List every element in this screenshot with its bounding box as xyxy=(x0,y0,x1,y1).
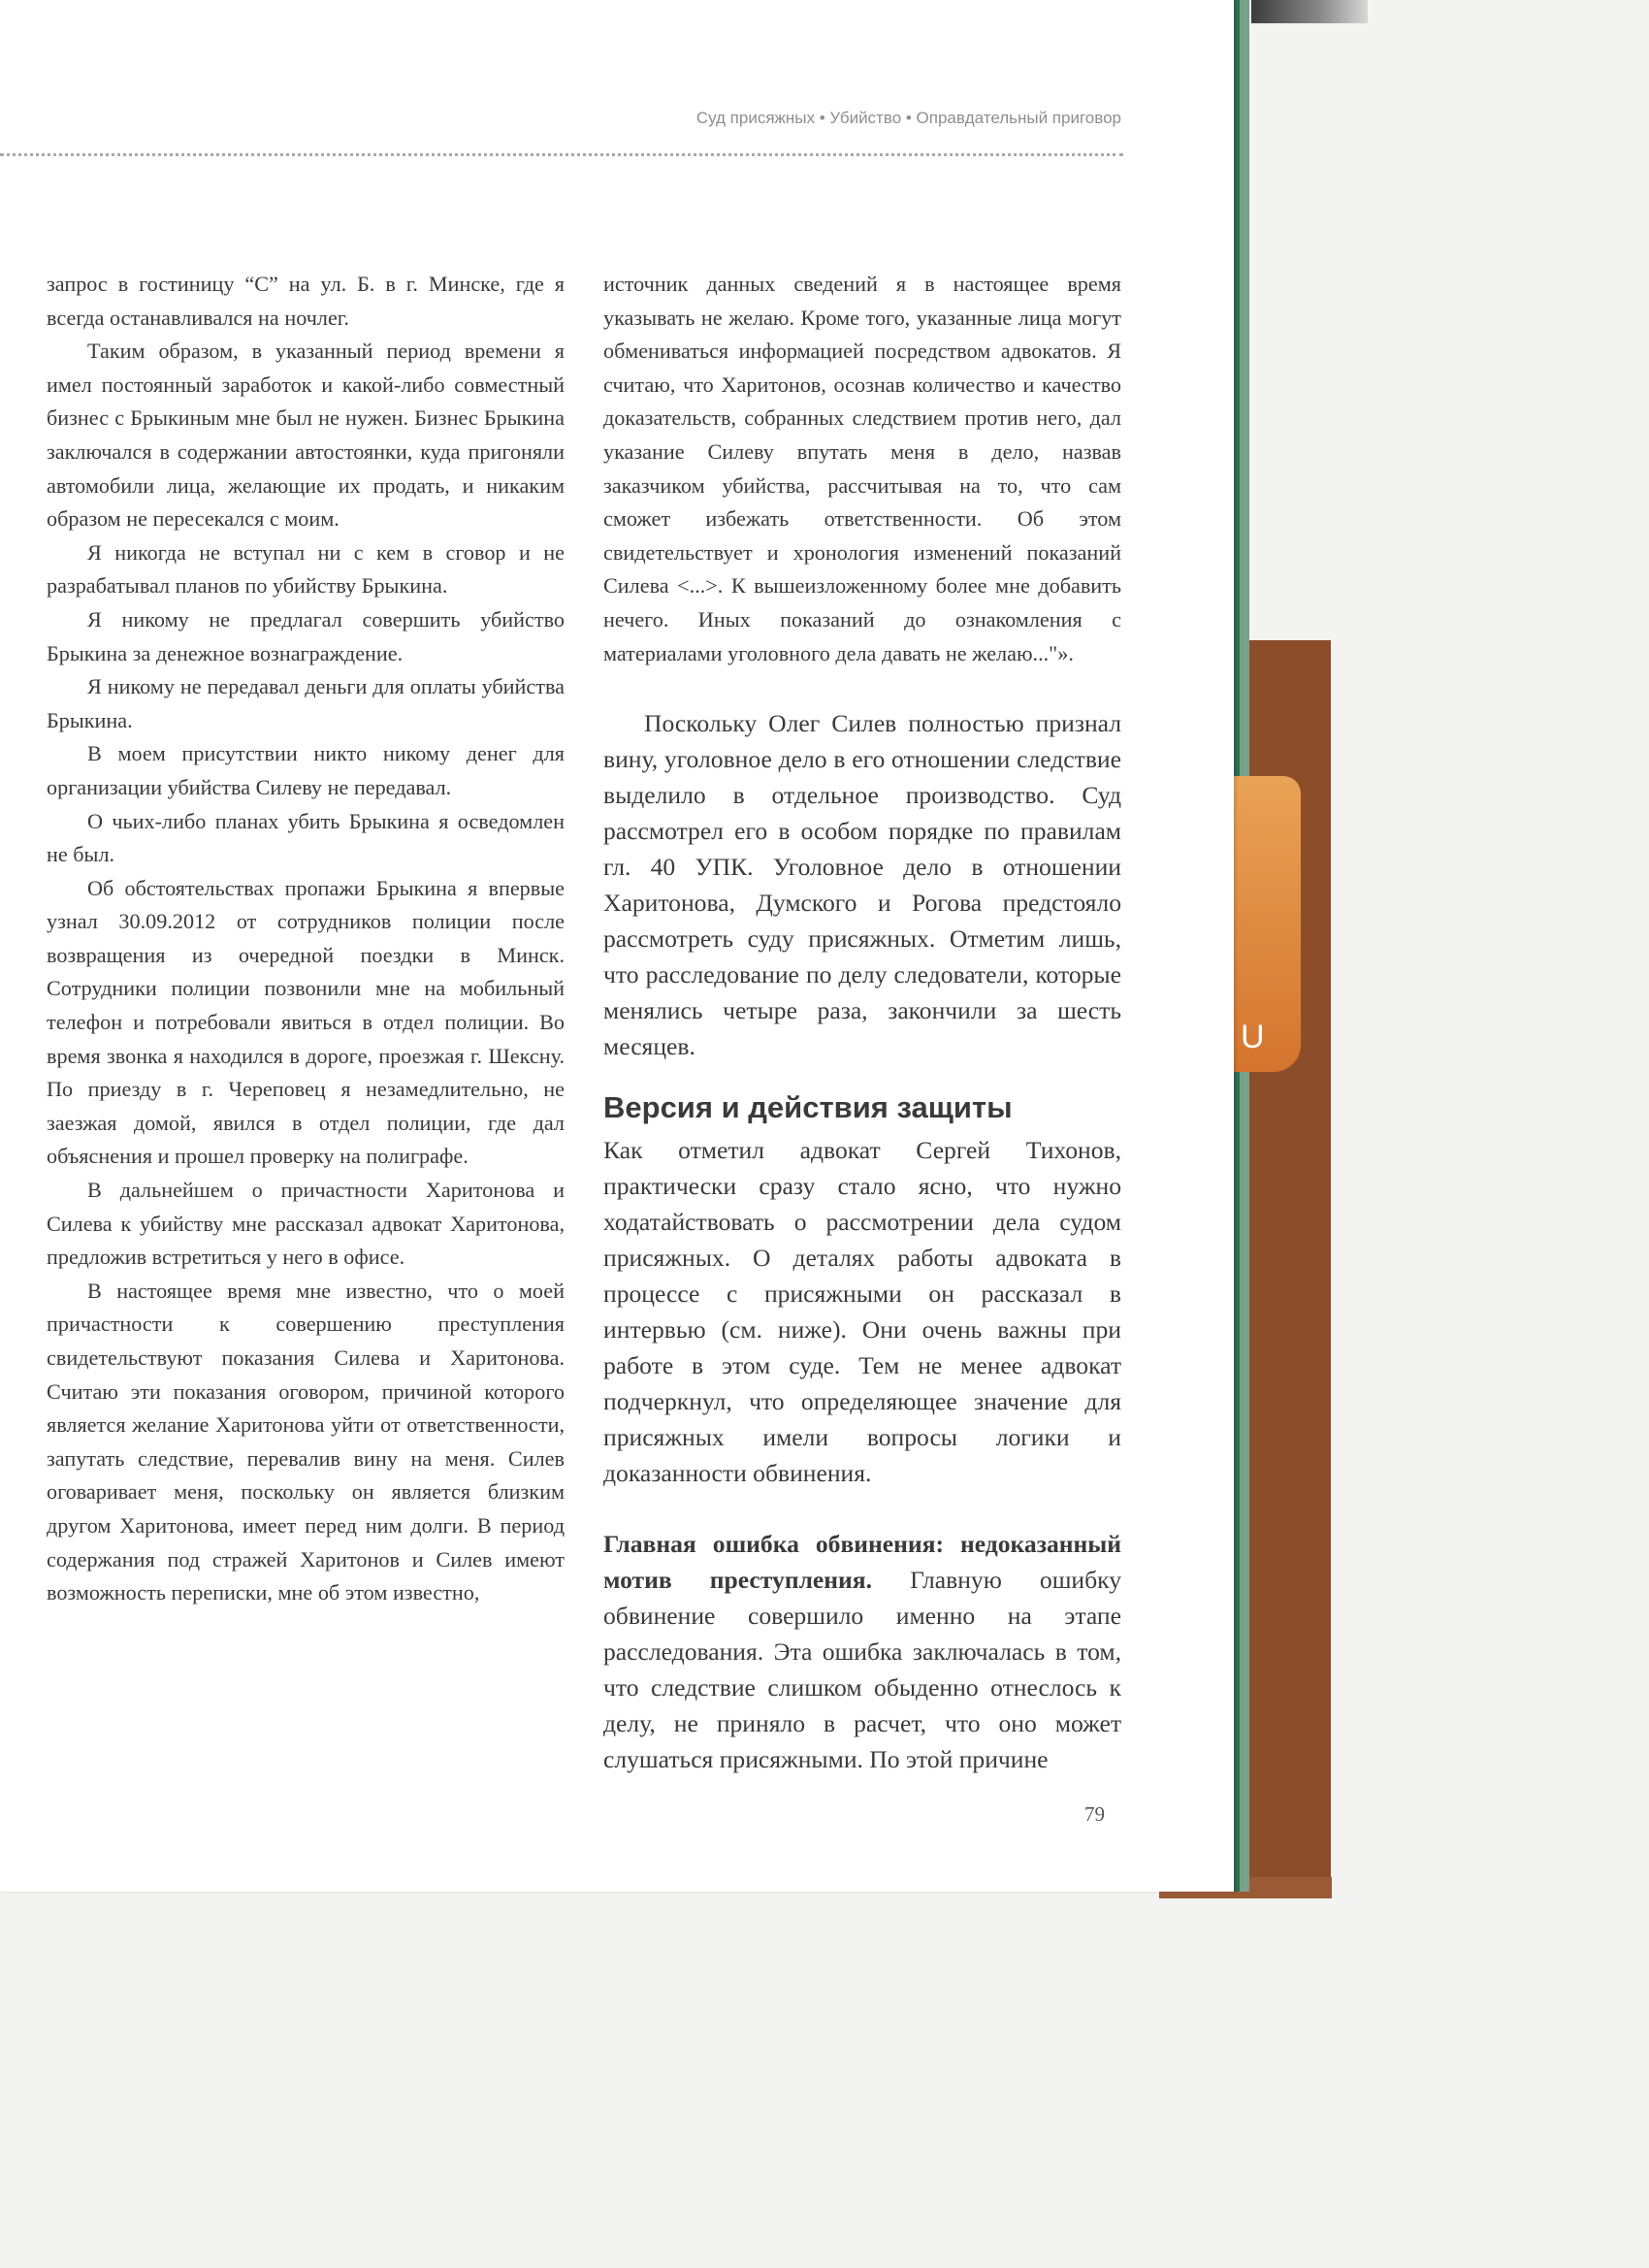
section-tab-letter: U xyxy=(1241,1019,1265,1055)
paragraph: Я никому не передавал деньги для оплаты убийства Брыкина. xyxy=(47,674,565,732)
paragraph-lead: Главная ошибка обвинения: недоказанный мотив преступления. xyxy=(603,1530,1121,1595)
paragraph: Таким образом, в указанный период времени я имел постоянный заработок и какой-либо совместный бизнес с Брыкиным мне был не нужен. Бизнес Брыкина заключался в содержании автостоянки, куда пригоняли автомобили лица, желающие их продать, и никаким образом не пересекался с моим. xyxy=(47,339,565,532)
paragraph: Я никому не предлагал совершить убийство Брыкина за денежное вознаграждение. xyxy=(47,606,565,665)
paragraph: запрос в гостиницу “С” на ул. Б. в г. Минске, где я всегда останавливался на ночлег. xyxy=(47,272,565,330)
left-column xyxy=(47,268,565,1610)
quote-continuation: источник данных сведений я в настоящее время указывать не желаю. Кроме того, указанные лица могут обмениваться информацией посредством адвокатов. Я считаю, что Харитонов, осознав количество и качество доказательств, собранных следствием против него, дал указание Силеву впутать меня в дело, назвав заказчиком убийства, рассчитывая на то, что сам сможет избежать ответственности. Об этом свидетельствует и хронология изменений показаний Силева <...>. К вышеизложенному более мне добавить нечего. Иных показаний до ознакомления с материалами уголовного дела давать не желаю..."». xyxy=(603,272,1121,665)
paragraph: В настоящее время мне известно, что о моей причастности к совершению преступления свидетельствуют показания Силева и Харитонова. Считаю эти показания оговором, причиной которого является желание Харитонова уйти от ответственности, запутать следствие, перевалив вину на меня. Силев оговаривает меня, поскольку он является близким другом Харитонова, имеет перед ним долги. В период содержания под стражей Харитонов и Силев имеют возможность переписки, мне об этом известно, xyxy=(47,1278,565,1605)
section-heading: Версия и действия защиты xyxy=(603,1090,1013,1125)
paragraph: Я никогда не вступал ни с кем в сговор и не разрабатывал планов по убийству Брыкина. xyxy=(47,539,565,599)
paragraph: В моем присутствии никто никому денег для организации убийства Силеву не передавал. xyxy=(47,741,565,799)
right-column xyxy=(603,268,1121,1777)
running-head: Суд присяжных • Убийство • Оправдательный приговор xyxy=(695,109,1121,127)
paragraph-body: Главную ошибку обвинение совершило именно на этапе расследования. Эта ошибка заключалась в том, что следствие слишком обыденно отнеслось к делу, не приняло в расчет, что оно может слушаться присяжными. По этой причине xyxy=(603,1566,1121,1774)
scan-dark-edge xyxy=(1251,0,1368,23)
paragraph: Об обстоятельствах пропажи Брыкина я впервые узнал 30.09.2012 от сотрудников полиции после возвращения из очередной поездки в Минск. Сотрудники полиции позвонили мне на мобильный телефон и потребовали явиться в отдел полиции. Во время звонка я находился в дороге, проезжая г. Шексну. По приезду в г. Череповец я незамедлительно, не заезжая домой, явился в отдел полиции, где дал объяснения и прошел проверку на полиграфе. xyxy=(47,875,565,1169)
page-number: 79 xyxy=(1084,1802,1105,1826)
dotted-rule xyxy=(0,153,1123,156)
paragraph: В дальнейшем о причастности Харитонова и Силева к убийству мне рассказал адвокат Харитонова, предложив встретиться у него в офисе. xyxy=(47,1178,565,1270)
section-tab xyxy=(1227,776,1301,1072)
paragraph xyxy=(603,1526,1121,1777)
paragraph: О чьих-либо планах убить Брыкина я осведомлен не был. xyxy=(47,808,565,867)
paragraph: Поскольку Олег Силев полностью признал вину, уголовное дело в его отношении следствие выделило в отдельное производство. Суд рассмотрел его в особом порядке по правилам гл. 40 УПК. Уголовное дело в отношении Харитонова, Думского и Рогова предстояло рассмотреть суду присяжных. Отметим лишь, что расследование по делу следователи, которые менялись четыре раза, закончили за шесть месяцев. xyxy=(603,709,1121,1061)
paragraph: Как отметил адвокат Сергей Тихонов, практически сразу стало ясно, что нужно ходатайствовать о рассмотрении дела судом присяжных. О деталях работы адвоката в процессе с присяжными он рассказал в интервью (см. ниже). Они очень важны при работе в этом суде. Тем не менее адвокат подчеркнул, что определяющее значение для присяжных имели вопросы логики и доказанности обвинения. xyxy=(603,1136,1121,1488)
